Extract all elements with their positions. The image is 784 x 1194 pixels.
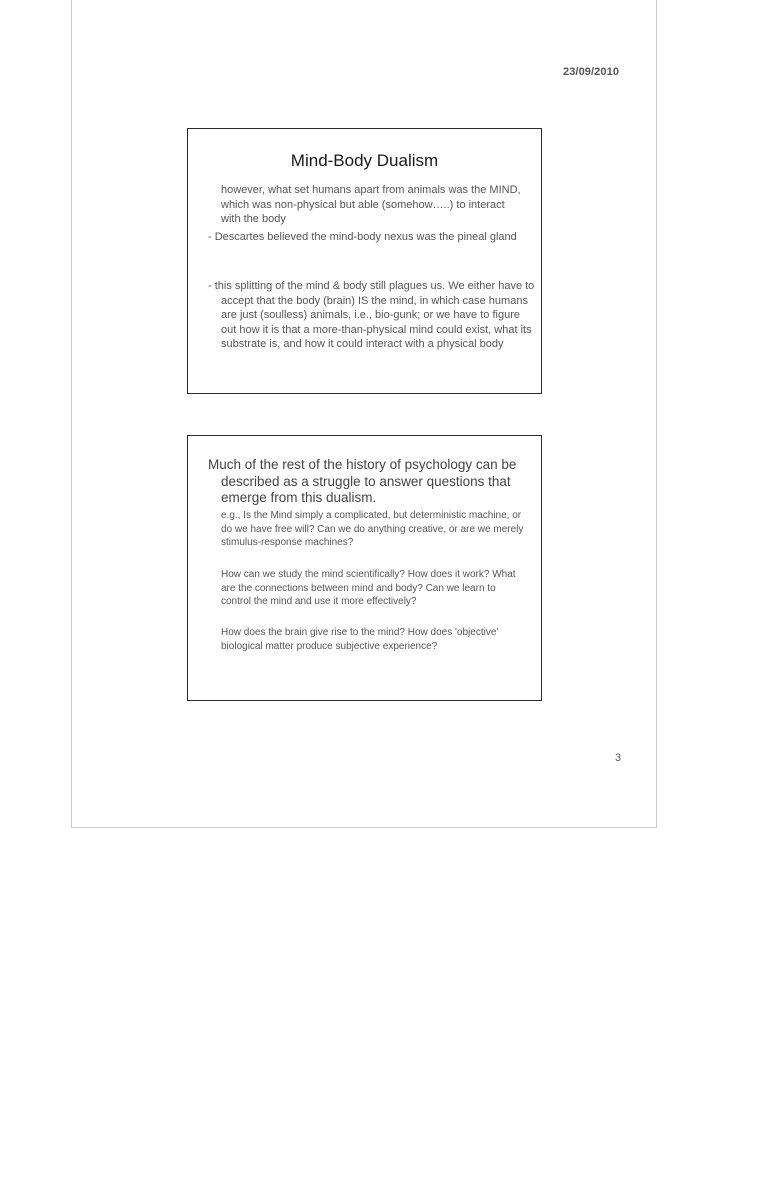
slide-bullet-splitting: - this splitting of the mind & body still plagues us. We either have to accept that the body (brain) IS the mind, in which case humans are just (soulless) animals, i.e., bio-gunk; or we have to figure out how it is that a more-than-physical mind could exist, what its substrate is, and how it could interact with a physical body xyxy=(208,280,535,350)
page-date: 23/09/2010 xyxy=(563,66,620,78)
slide-paragraph-free-will: e.g., Is the Mind simply a complicated, but deterministic machine, or do we have free will? Can we do anything creative, or are we merely stimulus-response machines? xyxy=(221,510,524,548)
slide-paragraph-study-mind: How can we study the mind scientifically? How does it work? What are the connections between mind and body? Can we learn to control the mind and use it more effectively? xyxy=(221,569,516,607)
slide-lead-text: Much of the rest of the history of psychology can be described as a struggle to answer questions that emerge from this dualism. xyxy=(208,457,517,505)
document-page xyxy=(71,0,657,828)
slide-bullet-pineal-gland: - Descartes believed the mind-body nexus was the pineal gland xyxy=(208,231,517,243)
slide-title: Mind-Body Dualism xyxy=(290,151,439,170)
slide-paragraph: however, what set humans apart from animals was the MIND, which was non-physical but able (somehow…..) to interact with the body xyxy=(221,184,521,225)
slide-paragraph-brain-mind: How does the brain give rise to the mind? How does 'objective' biological matter produce subjective experience? xyxy=(221,627,499,652)
page-number: 3 xyxy=(615,752,622,764)
slide-history-of-psychology xyxy=(187,435,542,701)
slide-mind-body-dualism xyxy=(187,128,542,394)
